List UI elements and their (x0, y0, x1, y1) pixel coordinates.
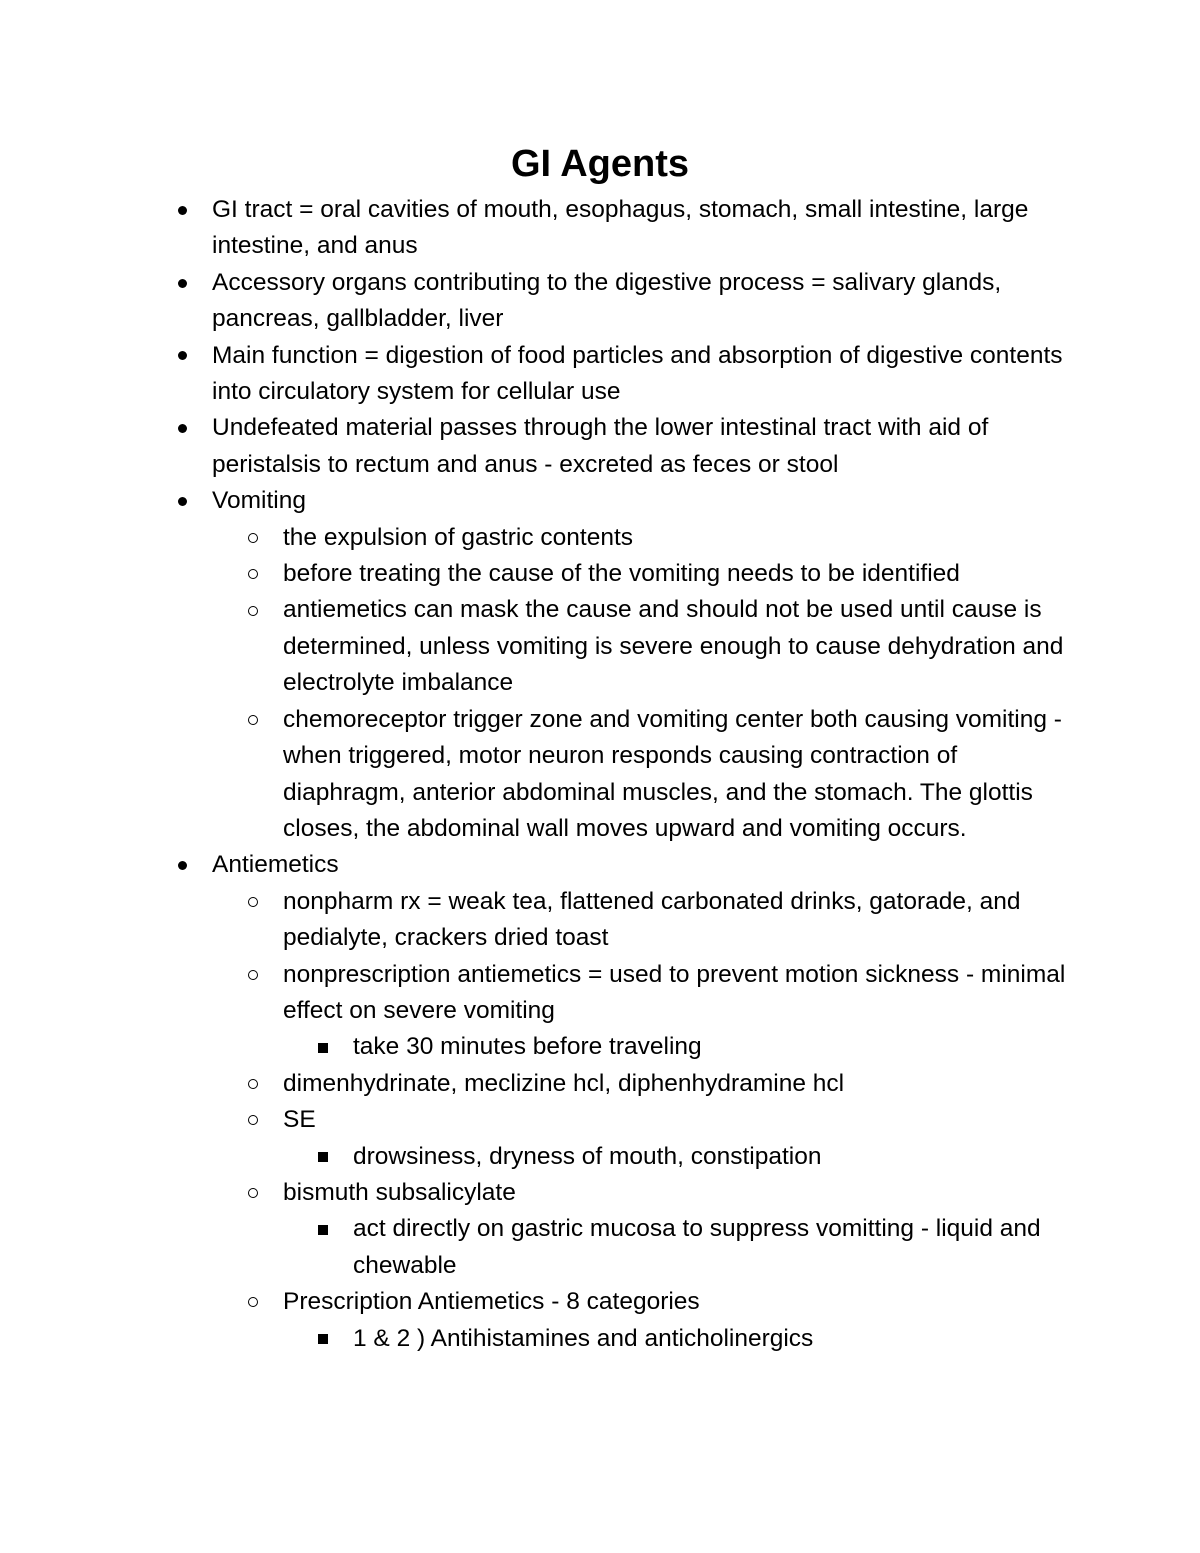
square-bullet-icon (318, 1321, 328, 1357)
hollow-circle-bullet-icon (248, 957, 258, 993)
filled-circle-bullet-icon (178, 338, 187, 374)
filled-circle-bullet-icon (178, 847, 187, 883)
hollow-circle-bullet-icon (248, 520, 258, 556)
list-item-text: Main function = digestion of food particles and absorption of digestive contents into circulatory system for cellular use (212, 341, 1063, 406)
hollow-circle-bullet-icon (248, 702, 258, 738)
list-item (0, 483, 1200, 519)
list-item (0, 1066, 1200, 1102)
list-item (0, 410, 1200, 483)
list-item (0, 1175, 1200, 1211)
filled-circle-bullet-icon (178, 192, 187, 228)
list-item-text: nonprescription antiemetics = used to prevent motion sickness - minimal effect on severe vomiting (283, 960, 1066, 1024)
square-bullet-icon (318, 1139, 328, 1175)
hollow-circle-bullet-icon (248, 884, 258, 920)
filled-circle-bullet-icon (178, 483, 187, 519)
list-item (0, 192, 1200, 265)
list-item (0, 556, 1200, 592)
list-item-text: bismuth subsalicylate (283, 1178, 516, 1206)
list-item-text: drowsiness, dryness of mouth, constipation (353, 1142, 822, 1170)
list-item-text: act directly on gastric mucosa to suppress vomitting - liquid and chewable (353, 1215, 1041, 1279)
list-item-text: SE (283, 1106, 316, 1134)
list-item (0, 702, 1200, 848)
filled-circle-bullet-icon (178, 265, 187, 301)
list-item (0, 1139, 1200, 1175)
list-item (0, 1211, 1200, 1284)
list-item (0, 592, 1200, 701)
list-item (0, 1029, 1200, 1065)
page-title: GI Agents (510, 143, 690, 185)
square-bullet-icon (318, 1211, 328, 1247)
hollow-circle-bullet-icon (248, 1284, 258, 1320)
list-item-text: the expulsion of gastric contents (283, 523, 634, 551)
list-item (0, 1321, 1200, 1357)
list-item-text: chemoreceptor trigger zone and vomiting center both causing vomiting - when triggered, motor neuron responds causing contraction of diaphragm, anterior abdominal muscles, and the stomach. The glottis closes, the abdominal wall moves upward and vomiting occurs. (283, 705, 1062, 842)
list-item-text: Accessory organs contributing to the digestive process = salivary glands, pancreas, gallbladder, liver (212, 268, 1002, 333)
hollow-circle-bullet-icon (248, 556, 258, 592)
list-item (0, 1284, 1200, 1320)
list-item-text: Prescription Antiemetics - 8 categories (283, 1288, 700, 1316)
hollow-circle-bullet-icon (248, 592, 258, 628)
list-item (0, 1102, 1200, 1138)
list-item-text: take 30 minutes before traveling (353, 1033, 702, 1061)
list-item (0, 847, 1200, 883)
hollow-circle-bullet-icon (248, 1102, 258, 1138)
hollow-circle-bullet-icon (248, 1175, 258, 1211)
list-item-text: nonpharm rx = weak tea, flattened carbonated drinks, gatorade, and pedialyte, crackers dried toast (283, 887, 1021, 952)
list-item-text: 1 & 2 ) Antihistamines and anticholinergics (353, 1324, 814, 1352)
hollow-circle-bullet-icon (248, 1066, 258, 1102)
list-item-text: Undefeated material passes through the lower intestinal tract with aid of peristalsis to rectum and anus - excreted as feces or stool (212, 414, 989, 478)
list-item (0, 265, 1200, 338)
list-item-text: before treating the cause of the vomiting needs to be identified (283, 560, 960, 588)
list-item-text: Vomiting (212, 487, 306, 515)
filled-circle-bullet-icon (178, 410, 187, 446)
list-item (0, 338, 1200, 411)
list-item (0, 884, 1200, 957)
notes-list (0, 192, 1200, 1357)
square-bullet-icon (318, 1029, 328, 1065)
list-item-text: antiemetics can mask the cause and should not be used until cause is determined, unless vomiting is severe enough to cause dehydration and electrolyte imbalance (283, 596, 1064, 697)
list-item-text: GI tract = oral cavities of mouth, esophagus, stomach, small intestine, large intestine, and anus (212, 196, 1029, 260)
list-item (0, 520, 1200, 556)
list-item-text: dimenhydrinate, meclizine hcl, diphenhydramine hcl (283, 1069, 845, 1097)
list-item (0, 957, 1200, 1030)
list-item-text: Antiemetics (212, 851, 339, 879)
